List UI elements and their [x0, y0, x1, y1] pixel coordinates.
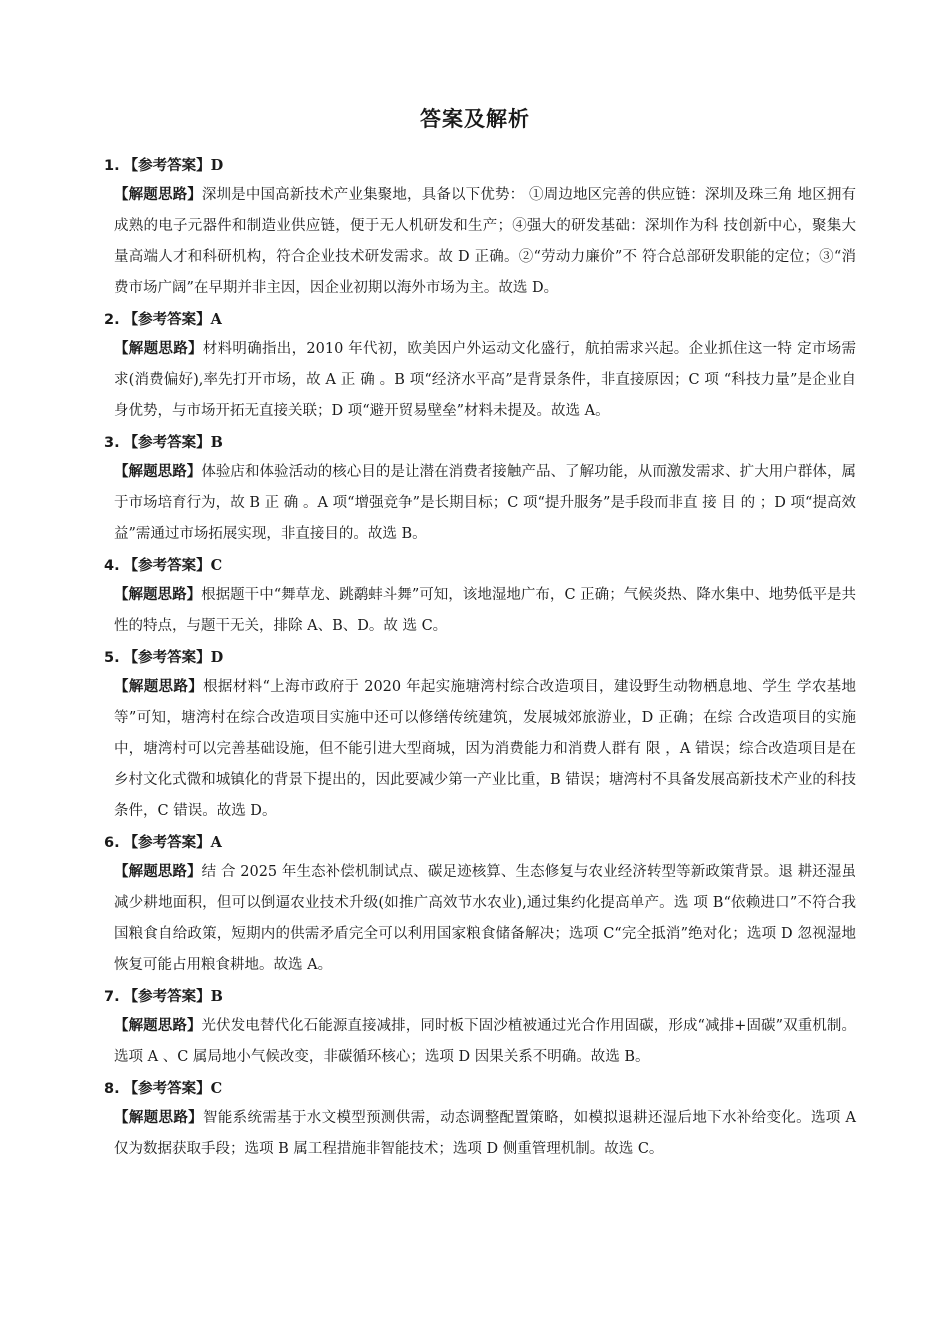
explanation-label: 【解题思路】	[114, 1110, 203, 1126]
explanation-label: 【解题思路】	[114, 341, 203, 357]
explanation-paragraph	[114, 457, 856, 550]
explanation-text: 结 合 2025 年生态补偿机制试点、碳足迹核算、生态修复与农业经济转型等新政策背景。退 耕还湿虽减少耕地面积，但可以倒逼农业技术升级(如推广高效节水农业),通过集约化提高单产。选 项 B“依赖进口”不符合我国粮食自给政策，短期内的供需矛盾完全可以利用国家粮食储备解决；选项 C“完全抵消”绝对化；选项 D 忽视湿地恢复可能占用粮食耕地。故选 A。	[114, 864, 856, 973]
explanation-label: 【解题思路】	[114, 864, 202, 880]
answer-label: 【参考答案】	[123, 835, 211, 851]
answer-value: D	[210, 157, 224, 174]
explanation-paragraph	[114, 180, 856, 304]
answer-item-2	[104, 306, 856, 427]
answer-item-1	[104, 152, 856, 304]
answer-label: 【参考答案】	[123, 435, 211, 451]
answer-value: C	[210, 1080, 223, 1097]
item-number: 8.	[104, 1081, 120, 1097]
answer-label: 【参考答案】	[123, 1081, 211, 1097]
explanation-text: 光伏发电替代化石能源直接减排，同时板下固沙植被通过光合作用固碳，形成“减排+固碳”双重机制。选项 A 、C 属局地小气候改变，非碳循环核心；选项 D 因果关系不明确。故选 B。	[114, 1018, 856, 1065]
explanation-label: 【解题思路】	[114, 587, 202, 603]
explanation-label: 【解题思路】	[114, 464, 202, 480]
answer-item-6	[104, 829, 856, 981]
answer-value: A	[210, 311, 222, 328]
explanation-text: 智能系统需基于水文模型预测供需，动态调整配置策略，如模拟退耕还湿后地下水补给变化。选项 A 仅为数据获取手段；选项 B 属工程措施非智能技术；选项 D 侧重管理机制。故选 C。	[114, 1110, 857, 1157]
explanation-paragraph	[114, 857, 856, 981]
explanation-label: 【解题思路】	[114, 187, 202, 203]
explanation-paragraph	[114, 334, 856, 427]
item-number: 4.	[104, 558, 120, 574]
explanation-label: 【解题思路】	[114, 679, 204, 695]
answer-item-7	[104, 983, 856, 1073]
explanation-text: 体验店和体验活动的核心目的是让潜在消费者接触产品、了解功能，从而激发需求、扩大用户群体，属于市场培育行为，故 B 正 确 。A 项“增强竞争”是长期目标；C 项“提升服务”是手段而非直 接 目 的 ；D 项“提高效益”需通过市场拓展实现，非直接目的。故选 B。	[114, 464, 857, 542]
explanation-text: 根据材料“上海市政府于 2020 年起实施塘湾村综合改造项目，建设野生动物栖息地、学生 学农基地等”可知，塘湾村在综合改造项目实施中还可以修缮传统建筑，发展城郊旅游业，D 正确；在综 合改造项目的实施中，塘湾村可以完善基础设施，但不能引进大型商城，因为消费能力和消费人群有 限 ，A 错误；综合改造项目是在乡村文化式微和城镇化的背景下提出的，因此要减少第一产业比重，B 错误；塘湾村不具备发展高新技术产业的科技条件，C 错误。故选 D。	[114, 679, 857, 819]
item-number: 1.	[104, 158, 120, 174]
answer-line	[104, 429, 856, 457]
answer-value: C	[210, 557, 223, 574]
answer-label: 【参考答案】	[123, 650, 211, 666]
answer-item-8	[104, 1075, 856, 1165]
explanation-text: 深圳是中国高新技术产业集聚地，具备以下优势： ①周边地区完善的供应链：深圳及珠三角 地区拥有成熟的电子元器件和制造业供应链，便于无人机研发和生产；④强大的研发基础：深圳作为科 技创新中心，聚集大量高端人才和科研机构，符合企业技术研发需求。故 D 正确。②“劳动力廉价”不 符合总部研发职能的定位；③“消费市场广阔”在早期并非主因，因企业初期以海外市场为主。故选 D。	[114, 187, 857, 296]
explanation-paragraph	[114, 672, 856, 827]
item-number: 2.	[104, 312, 120, 328]
answer-list	[104, 152, 856, 1167]
answer-value: A	[210, 834, 222, 851]
answer-line	[104, 829, 856, 857]
explanation-paragraph	[114, 1103, 856, 1165]
answer-value: B	[210, 434, 223, 451]
answer-value: D	[210, 649, 224, 666]
page-title: 答案及解析	[420, 107, 530, 131]
answer-line	[104, 306, 856, 334]
answer-label: 【参考答案】	[123, 312, 211, 328]
explanation-text: 材料明确指出，2010 年代初，欧美因户外运动文化盛行，航拍需求兴起。企业抓住这一特 定市场需求(消费偏好),率先打开市场，故 A 正 确 。B 项“经济水平高”是背景条件，非直接原因；C 项 “科技力量”是企业自身优势，与市场开拓无直接关联；D 项“避开贸易壁垒”材料未提及。故选 A。	[114, 341, 856, 419]
answer-label: 【参考答案】	[123, 989, 211, 1005]
answer-label: 【参考答案】	[123, 158, 211, 174]
answer-line	[104, 644, 856, 672]
explanation-text: 根据题干中“舞草龙、跳鹬蚌斗舞”可知，该地湿地广布，C 正确；气候炎热、降水集中、地势低平是共性的特点，与题干无关，排除 A、B、D。故 选 C。	[114, 587, 857, 634]
answer-item-3	[104, 429, 856, 550]
answer-line	[104, 152, 856, 180]
answer-item-5	[104, 644, 856, 827]
answer-label: 【参考答案】	[123, 558, 211, 574]
answer-line	[104, 552, 856, 580]
answer-line	[104, 1075, 856, 1103]
item-number: 5.	[104, 650, 120, 666]
explanation-paragraph	[114, 1011, 856, 1073]
explanation-label: 【解题思路】	[114, 1018, 202, 1034]
item-number: 7.	[104, 989, 120, 1005]
explanation-paragraph	[114, 580, 856, 642]
answer-value: B	[210, 988, 223, 1005]
answer-item-4	[104, 552, 856, 642]
answer-line	[104, 983, 856, 1011]
item-number: 3.	[104, 435, 120, 451]
item-number: 6.	[104, 835, 120, 851]
